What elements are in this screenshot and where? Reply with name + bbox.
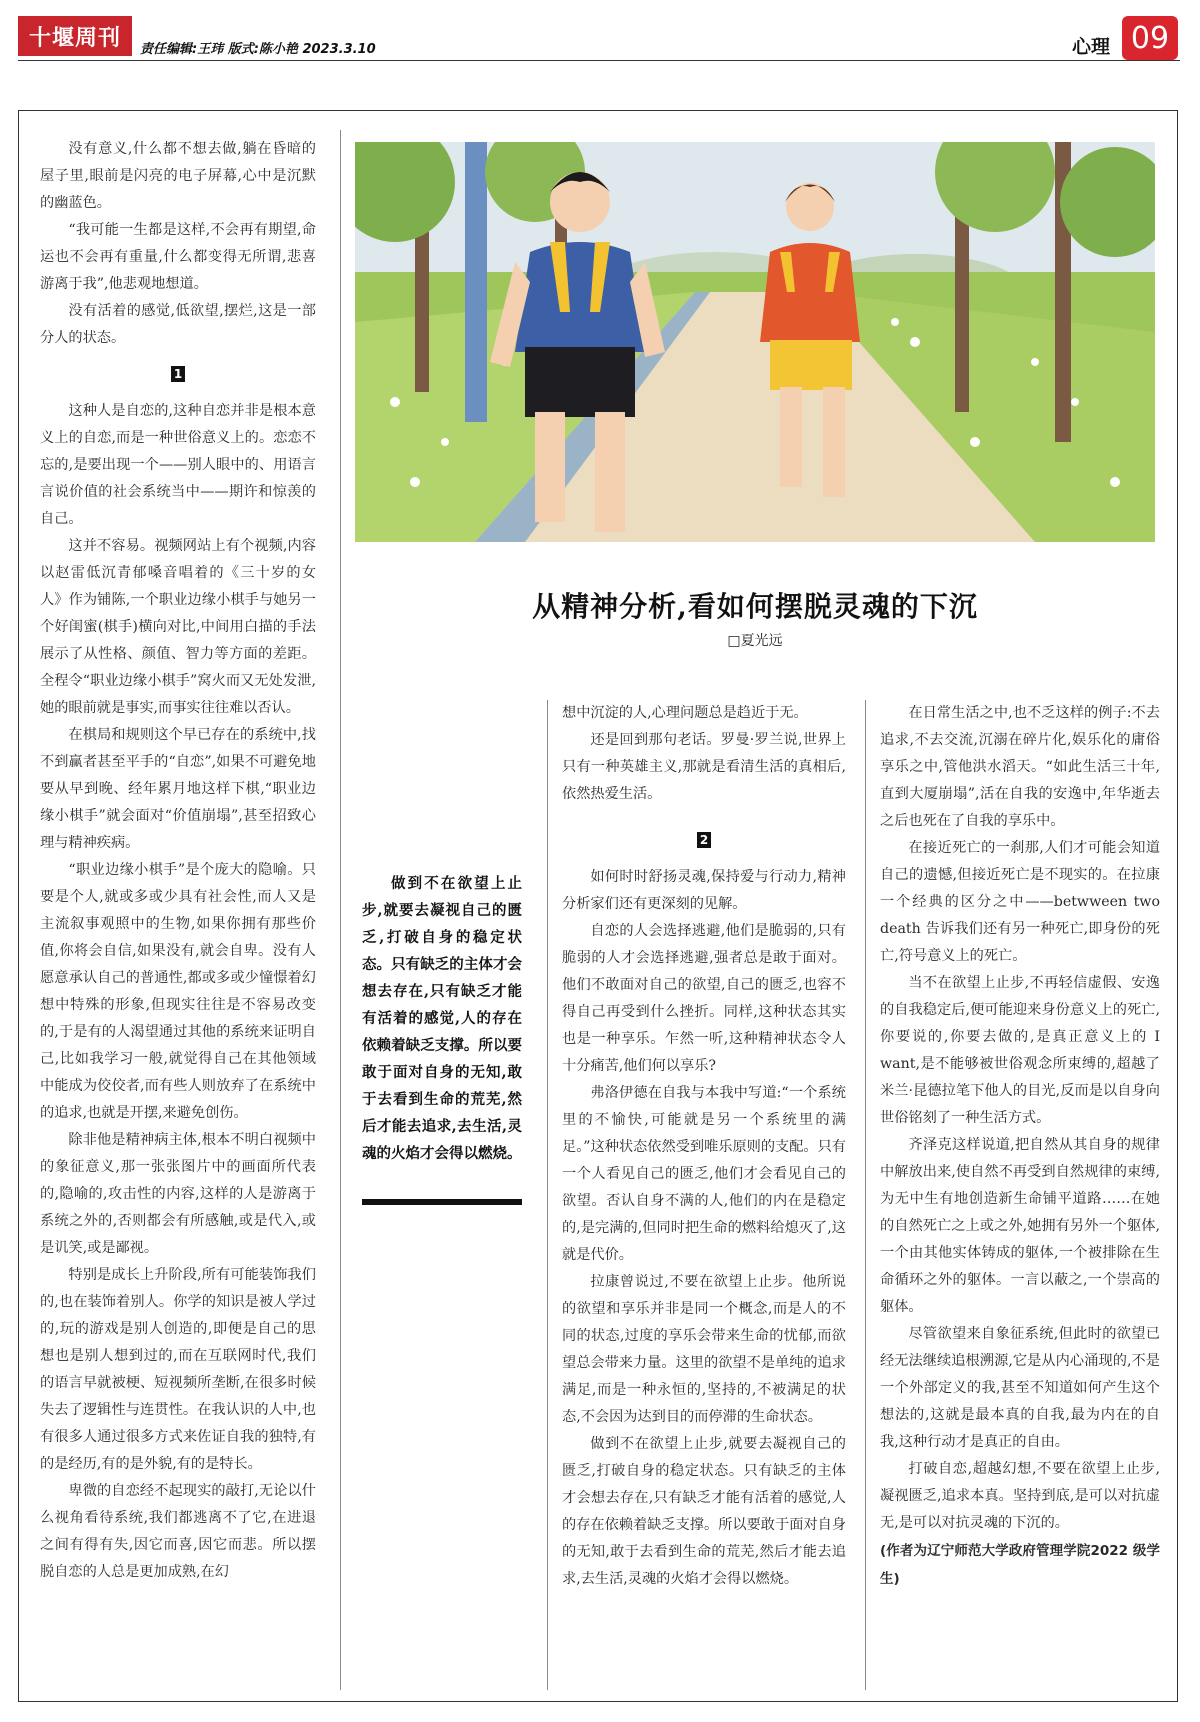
paragraph: “我可能一生都是这样,不会再有期望,命运也不会再有重量,什么都变得无所谓,悲喜游离于我”,他悲观地想道。 (40, 222, 316, 292)
paragraph: 还是回到那句老话。罗曼·罗兰说,世界上只有一种英雄主义,那就是看清生活的真相后,依然热爱生活。 (562, 732, 846, 802)
article-title: 从精神分析,看如何摆脱灵魂的下沉 (532, 590, 978, 623)
page-number-badge: 09 (1122, 16, 1178, 60)
section-marker-2: 2 (697, 832, 711, 848)
paragraph: 自恋的人会选择逃避,他们是脆弱的,只有脆弱的人才会选择逃避,强者总是敢于面对。他们不敢面对自己的欲望,自己的匮乏,也容不得自己再受到什么挫折。同样,这种状态其实也是一种享乐。乍然一听,这种精神状态令人十分痛苦,他们何以享乐? (562, 923, 846, 1074)
paragraph: 当不在欲望上止步,不再轻信虚假、安逸的自我稳定后,便可能迎来身份意义上的死亡,你要说的,你要去做的,是真正意义上的 I want,是不能够被世俗观念所束缚的,超越了米兰·昆德拉笔下他人的目光,反而是以自身向世俗铭刻了一种生活方式。 (880, 975, 1160, 1126)
column-divider-2 (547, 700, 548, 1690)
col1-intro (40, 136, 316, 352)
masthead-logo: 十堰周刊 (18, 16, 132, 56)
joggers-illustration (355, 142, 1155, 542)
paragraph: 拉康曾说过,不要在欲望上止步。他所说的欲望和享乐并非是同一个概念,而是人的不同的状态,过度的享乐会带来生命的忧郁,而欲望总会带来力量。这里的欲望不是单纯的追求满足,而是一种永恒的,坚持的,不被满足的状态,不会因为达到目的而停滞的生命状态。 (562, 1274, 846, 1425)
paragraph: “职业边缘小棋手”是个庞大的隐喻。只要是个人,就或多或少具有社会性,而人又是主流叙事观照中的生物,如果你拥有那些价值,你将会自信,如果没有,就会自卑。没有人愿意承认自己的普通性,都或多或少憧憬着幻想中特殊的形象,但现实往往是不容易改变的,于是有的人渴望通过其他的系统来证明自己,比如我学习一般,就觉得自己在其他领域中能成为佼佼者,而有些人则放弃了在系统中的追求,也就是开摆,来避免创伤。 (40, 862, 316, 1121)
col1-body (40, 398, 316, 1586)
author-credit: (作者为辽宁师范大学政府管理学院2022 级学生) (880, 1543, 1160, 1587)
paragraph: 做到不在欲望上止步,就要去凝视自己的匮乏,打破自身的稳定状态。只有缺乏的主体才会想去存在,只有缺乏才能有活着的感觉,人的存在依赖着缺乏支撑。所以要敢于面对自身的无知,敢于去看到生命的荒芜,然后才能去追求,去生活,灵魂的火焰才会得以燃烧。 (562, 1436, 846, 1587)
paragraph: 卑微的自恋经不起现实的敲打,无论以什么视角看待系统,我们都逃离不了它,在进退之间有得有失,因它而喜,因它而悲。所以摆脱自恋的人总是更加成熟,在幻 (40, 1483, 316, 1580)
paragraph: 如何时时舒扬灵魂,保持爱与行动力,精神分析家们还有更深刻的见解。 (562, 869, 846, 912)
column-divider-3 (865, 700, 866, 1690)
paragraph: 想中沉淀的人,心理问题总是趋近于无。 (562, 705, 808, 721)
column-1 (40, 136, 316, 1586)
paragraph: 特别是成长上升阶段,所有可能装饰我们的,也在装饰着别人。你学的知识是被人学过的,玩的游戏是别人创造的,即便是自己的思想也是别人想到过的,而在互联网时代,我们的语言早就被梗、短视频所垄断,在很多时候失去了逻辑性与连贯性。在我认识的人中,也有很多人通过很多方式来佐证自我的独特,有的是经历,有的是外貌,有的是特长。 (40, 1267, 316, 1472)
paragraph: 这并不容易。视频网站上有个视频,内容以赵雷低沉青郁嗓音唱着的《三十岁的女人》作为铺陈,一个职业边缘小棋手与她另一个好闺蜜(棋手)横向对比,中间用白描的手法展示了从性格、颜值、智力等方面的差距。全程令“职业边缘小棋手”窝火而又无处发泄,她的眼前就是事实,而事实往往难以否认。 (40, 538, 316, 716)
paragraph: 弗洛伊德在自我与本我中写道:“一个系统里的不愉快,可能就是另一个系统里的满足。”这种状态依然受到唯乐原则的支配。只有一个人看见自己的匮乏,他们才会看见自己的欲望。否认自身不满的人,他们的内在是稳定的,是完满的,但同时把生命的燃料给熄灭了,这就是代价。 (562, 1085, 846, 1263)
paragraph: 打破自恋,超越幻想,不要在欲望上止步,凝视匮乏,追求本真。坚持到底,是可以对抗虚无,是可以对抗灵魂的下沉的。 (880, 1461, 1160, 1531)
paragraph: 这种人是自恋的,这种自恋并非是根本意义上的自恋,而是一种世俗意义上的。恋恋不忘的,是要出现一个——别人眼中的、用语言言说价值的社会系统当中——期许和惊羡的自己。 (40, 403, 316, 527)
editor-info: 责任编辑:王玮 版式:陈小艳 2023.3.10 (140, 42, 376, 57)
paragraph: 除非他是精神病主体,根本不明白视频中的象征意义,那一张张图片中的画面所代表的,隐喻的,攻击性的内容,这样的人是游离于系统之外的,否则都会有所感触,或是代入,或是讥笑,或是鄙视。 (40, 1132, 316, 1256)
column-3 (562, 700, 846, 1593)
paragraph: 在日常生活之中,也不乏这样的例子:不去追求,不去交流,沉溺在碎片化,娱乐化的庸俗享乐之中,管他洪水滔天。“如此生活三十年,直到大厦崩塌”,活在自我的安逸中,年华逝去之后也死在了自我的享乐中。 (880, 705, 1160, 829)
paragraph: 没有活着的感觉,低欲望,摆烂,这是一部分人的状态。 (40, 303, 316, 346)
paragraph: 没有意义,什么都不想去做,躺在昏暗的屋子里,眼前是闪亮的电子屏幕,心中是沉默的幽蓝色。 (40, 141, 316, 211)
column-divider-1 (340, 130, 341, 1690)
pull-quote (362, 870, 522, 1167)
article-byline: □夏光远 (727, 633, 783, 649)
paragraph: 在接近死亡的一刹那,人们才可能会知道自己的遗憾,但接近死亡是不现实的。在拉康一个经典的区分之中——betwween two death 告诉我们还有另一种死亡,即身份的死亡,符号意义上的死亡。 (880, 840, 1160, 964)
paragraph: 尽管欲望来自象征系统,但此时的欲望已经无法继续追根溯源,它是从内心涌现的,不是一个外部定义的我,甚至不知道如何产生这个想法的,这就是最本真的自我,最为内在的自我,这种行动才是真正的自由。 (880, 1326, 1160, 1450)
paragraph: 在棋局和规则这个早已存在的系统中,找不到赢者甚至平手的“自恋”,如果不可避免地要从早到晚、经年累月地这样下棋,“职业边缘小棋手”就会面对“价值崩塌”,甚至招致心理与精神疾病。 (40, 727, 316, 851)
pull-quote-text: 做到不在欲望上止步,就要去凝视自己的匮乏,打破自身的稳定状态。只有缺乏的主体才会想去存在,只有缺乏才能有活着的感觉,人的存在依赖着缺乏支撑。所以要敢于面对自身的无知,敢于去看到生命的荒芜,然后才能去追求,去生活,灵魂的火焰才会得以燃烧。 (362, 875, 522, 1162)
paragraph: 齐泽克这样说道,把自然从其自身的规律中解放出来,使自然不再受到自然规律的束缚,为无中生有地创造新生命铺平道路……在她的自然死亡之上或之外,她拥有另外一个躯体,一个由其他实体铸成的躯体,一个被排除在生命循环之外的躯体。一言以蔽之,一个崇高的躯体。 (880, 1137, 1160, 1315)
column-4 (880, 700, 1160, 1593)
section-name: 心理 (1072, 36, 1111, 58)
section-marker-1: 1 (171, 366, 185, 382)
pull-quote-bar (362, 1199, 522, 1205)
header-rule (18, 60, 1180, 61)
